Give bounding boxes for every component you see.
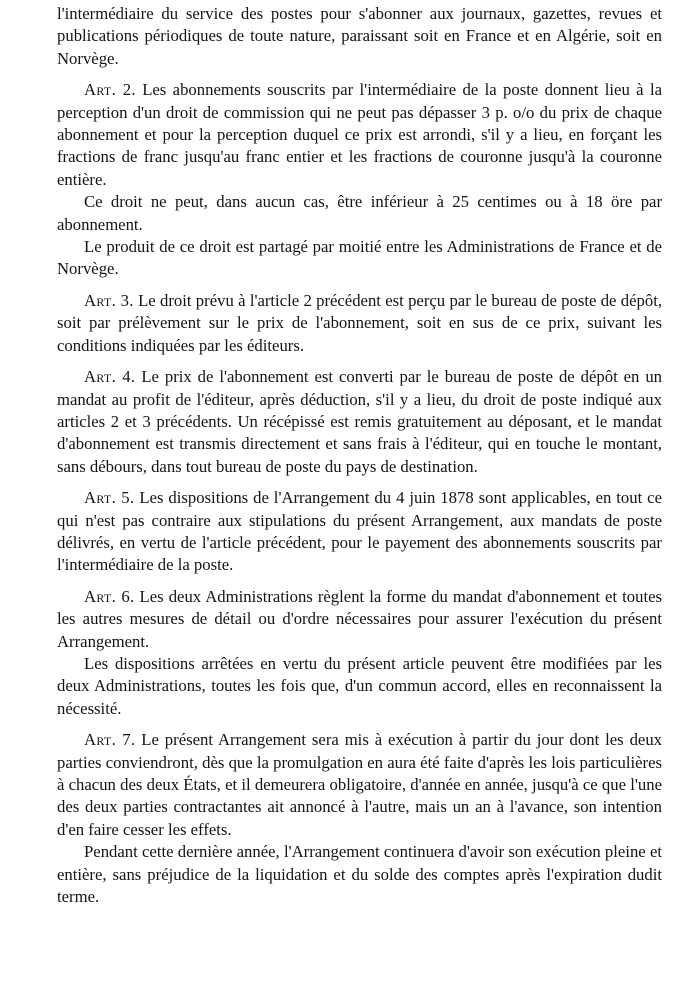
article-6-paragraph-2 — [57, 653, 662, 720]
article-4 — [57, 366, 662, 478]
article-label: Art. 4. — [84, 367, 136, 387]
article-label: Art. 2. — [84, 80, 136, 100]
paragraph-text: Ce droit ne peut, dans aucun cas, être inférieur à 25 centimes ou à 18 öre par abonnement. — [57, 192, 662, 234]
article-2-paragraph-3 — [57, 236, 662, 281]
article-7-paragraph-2 — [57, 841, 662, 908]
article-text: Les dispositions de l'Arrangement du 4 juin 1878 sont applicables, en tout ce qui n'est pas contraire aux stipulations du présent Arrangement, aux mandats de poste délivrés, en vertu de l'article précédent, pour le payement des abonnements souscrits par l'intermédiaire de la poste. — [57, 488, 662, 575]
article-text: Les abonnements souscrits par l'intermédiaire de la poste donnent lieu à la perception d'un droit de commission qui ne peut pas dépasser 3 p. o/o du prix de chaque abonnement et pour la perception duquel ce prix est arrondi, s'il y a lieu, en forçant les fractions de franc jusqu'au franc entier et les fractions de couronne jusqu'à la couronne entière. — [57, 80, 662, 189]
article-3 — [57, 290, 662, 357]
paragraph-text: Le produit de ce droit est partagé par moitié entre les Administrations de France et de Norvège. — [57, 237, 662, 279]
article-5 — [57, 487, 662, 577]
article-label: Art. 5. — [84, 488, 135, 508]
paragraph-continuation — [57, 3, 662, 70]
article-7 — [57, 729, 662, 841]
article-6 — [57, 586, 662, 653]
article-text: Les deux Administrations règlent la forme du mandat d'abonnement et toutes les autres mesures de détail ou d'ordre nécessaires pour assurer l'exécution du présent Arrangement. — [57, 586, 662, 651]
article-label: Art. 3. — [84, 290, 134, 310]
article-text: Le prix de l'abonnement est converti par le bureau de poste de dépôt en un mandat au profit de l'éditeur, après déduction, s'il y a lieu, du droit de poste indiqué aux articles 2 et 3 précédents. Un récépissé est remis gratuitement au déposant, et le mandat d'abonnement est transmis directement et sans frais à l'éditeur, qui en touche le montant, sans débours, dans tout bureau de poste du pays de destination. — [57, 367, 663, 476]
article-2 — [57, 79, 662, 191]
article-2-paragraph-2 — [57, 191, 662, 236]
article-text: Le droit prévu à l'article 2 précédent est perçu par le bureau de poste de dépôt, soit par prélèvement sur le prix de l'abonnement, soit en sus de ce prix, suivant les conditions indiquées par les éditeurs. — [57, 290, 663, 355]
article-label: Art. 6. — [84, 586, 135, 606]
paragraph-text: Les dispositions arrêtées en vertu du présent article peuvent être modifiées par les deux Administrations, toutes les fois que, d'un commun accord, elles en reconnaissent la nécessité. — [57, 653, 662, 718]
article-label: Art. 7. — [84, 730, 136, 750]
paragraph-text: Pendant cette dernière année, l'Arrangement continuera d'avoir son exécution pleine et entière, sans préjudice de la liquidation et du solde des comptes après l'expiration dudit terme. — [57, 842, 662, 907]
article-text: Le présent Arrangement sera mis à exécution à partir du jour dont les deux parties conviendront, dès que la promulgation en aura été faite d'après les lois particulières à chacun des deux États, et il demeurera obligatoire, d'année en année, jusqu'à ce que l'une des deux parties contractantes ait annoncé à l'autre, mais un an à l'avance, son intention d'en faire cesser les effets. — [57, 730, 663, 839]
paragraph-text: l'intermédiaire du service des postes pour s'abonner aux journaux, gazettes, revues et publications périodiques de toute nature, paraissant soit en France et en Algérie, soit en Norvège. — [57, 4, 662, 68]
